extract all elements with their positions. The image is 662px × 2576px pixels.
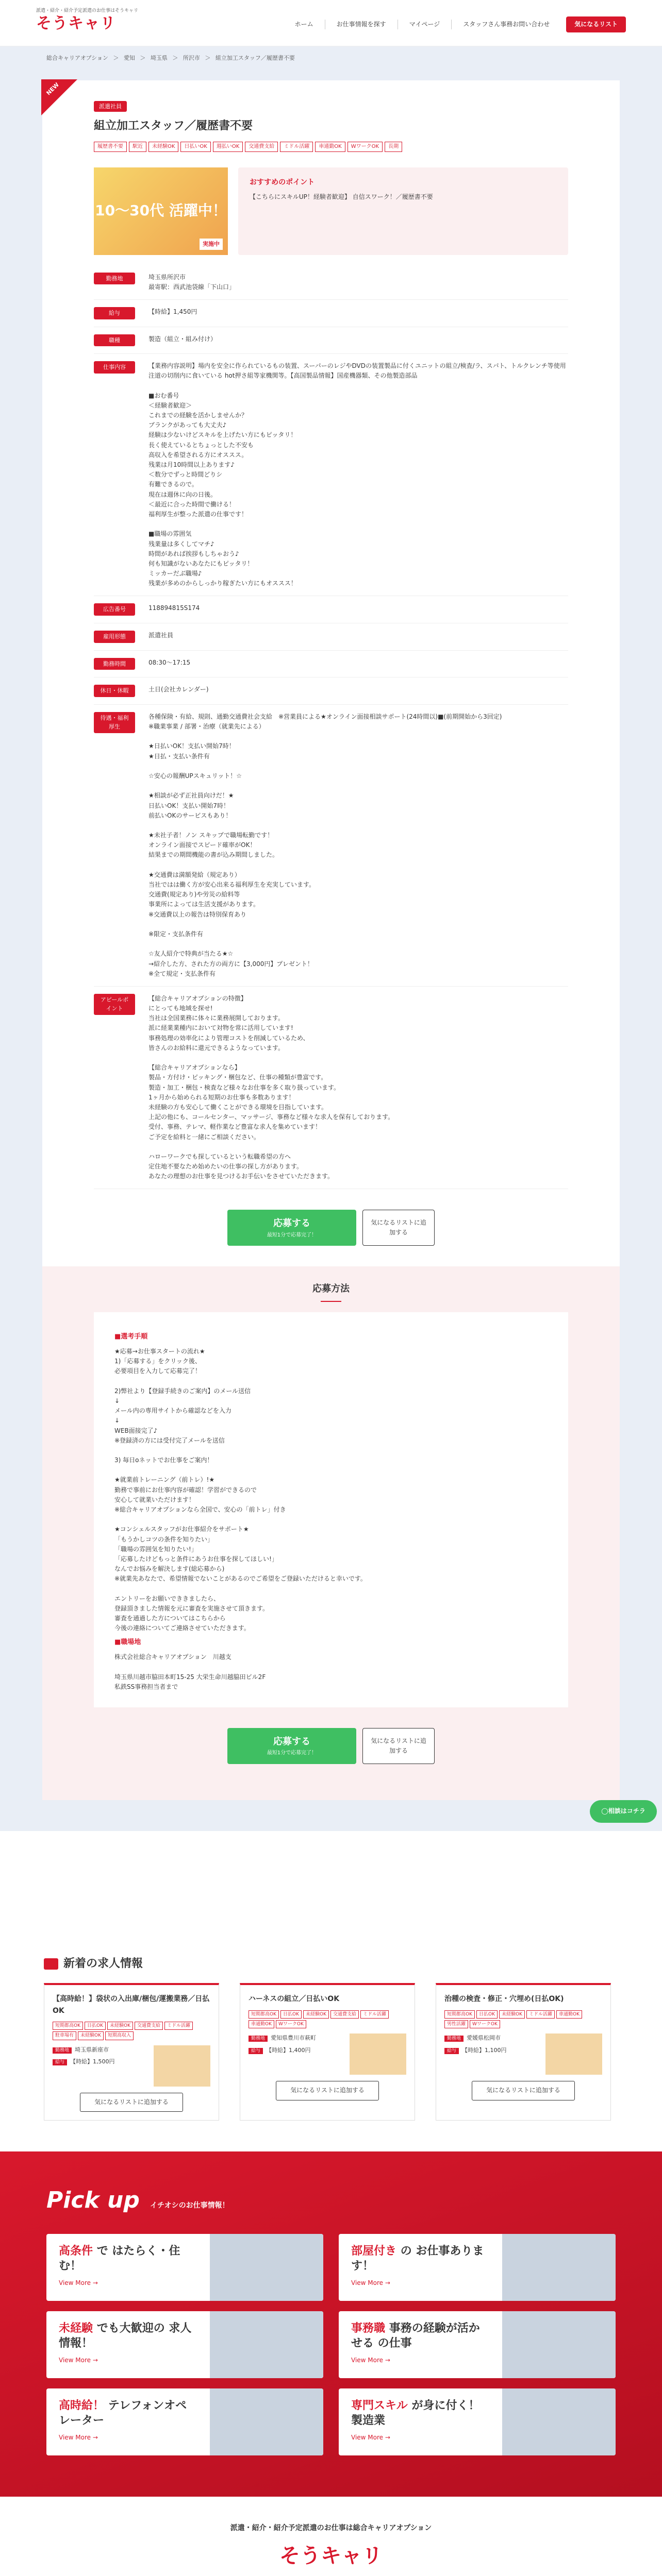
mini-tag: 日払OK: [280, 2010, 302, 2019]
info-value: 派遣社員: [148, 632, 174, 639]
pickup-text: が身に付く！ 製造業: [351, 2399, 480, 2427]
pickup-highlight: 高時給！: [59, 2399, 105, 2413]
feature-tag: 日払いOK: [180, 142, 210, 152]
pay-value: 【時給】1,400円: [266, 2046, 311, 2054]
info-row-holidays: [94, 677, 568, 705]
pickup-highlight: 高条件: [59, 2245, 93, 2258]
apply-button-sub: 最短1分で応募完了！: [267, 1232, 317, 1238]
photo-text: 10～30代 活躍中！: [95, 202, 227, 219]
add-fav-button[interactable]: 気になるリストに追加する: [276, 2081, 379, 2100]
info-row-ad-number: [94, 596, 568, 623]
briefcase-icon: [44, 1958, 58, 1970]
add-fav-button[interactable]: 気になるリストに追加する: [362, 1728, 435, 1764]
apply-sub-title: ■職場地: [114, 1638, 141, 1647]
info-value: 埼玉県所沢市 最寄駅：西武池袋線「下山口」: [148, 273, 236, 291]
mini-tag: 未経験OK: [78, 2031, 104, 2040]
mini-tag: 未経験OK: [107, 2022, 133, 2030]
mini-tag: 日払OK: [85, 2022, 106, 2030]
feature-tag: WワークOK: [347, 142, 383, 152]
info-row-description: [94, 354, 568, 596]
logo-text: そうキャリ: [36, 14, 116, 33]
feature-tag: 履歴書不要: [94, 142, 127, 152]
pickup-highlight: 部屋付き: [351, 2245, 397, 2258]
job-thumbnail: [350, 2033, 406, 2075]
view-more-link[interactable]: View More →: [351, 2279, 390, 2286]
place-value: 愛知県豊川市萩町: [271, 2035, 317, 2042]
feature-tag: 交通費支給: [245, 142, 278, 152]
view-more-link[interactable]: View More →: [59, 2279, 98, 2286]
mini-tag: ミドル活躍: [164, 2022, 193, 2030]
info-label: 仕事内容: [94, 361, 135, 374]
apply-method-section: [42, 1266, 620, 1800]
pickup-title: Pick up: [46, 2187, 140, 2213]
pickup-image: [502, 2234, 616, 2301]
mini-tag: 交通費支給: [330, 2010, 359, 2019]
pickup-image: [502, 2311, 616, 2378]
new-job-card[interactable]: [436, 1983, 611, 2121]
info-row-employment-type: [94, 623, 568, 651]
new-job-title[interactable]: ハーネスの組立／日払いOK: [249, 1995, 340, 2004]
pickup-item[interactable]: [339, 2388, 616, 2455]
pickup-text: 事務の経験が活かせる の仕事: [351, 2322, 480, 2350]
pickup-highlight: 専門スキル: [351, 2399, 408, 2413]
view-more-link[interactable]: View More →: [351, 2433, 390, 2441]
info-table: [42, 265, 620, 1190]
info-row-location: [94, 265, 568, 300]
apply-sub-title: ■選考手順: [114, 1333, 148, 1341]
mini-tag: ミドル活躍: [526, 2010, 555, 2019]
info-value: 各種保険・有給、規則、通勤交通費社会支給 ※営業員による★オンライン面接相談サポート(24時間以)■(前期開始から3回定) ※職業事業 / 部署・治療（就業先による） ★日払いOK！支払い開始7時！ ★日払・支払い条件有 ☆安心の報酬UPスキュリット！☆ ★相談が必ず正社員向けだ！★ 日払いOK！支払い開始7時！ 前払いOKのサービスもあり！ ★未社子者！ノン スキップで職場転勤です！ オンライン面接でスピード確率がOK！ 結果までの期間機能の書が込み期間しました。 ★交通費は満額発給（規定あり） 当社ではは働く方が安心出来る福利厚生を充実しています。 交通費(規定あり)や労災の給料等 事業所によっては生活支援があります。 ※交通費以上の報告は特別保育あり ※限定・支払条件有 ☆友人紹介で特典が当たる★☆ →紹介した方、された方の両方に【3,000円】プレゼント！ ※全て規定・支払条件有: [148, 713, 502, 977]
mini-tags: [249, 2010, 406, 2029]
job-card-list: [44, 1983, 618, 2121]
view-more-link[interactable]: View More →: [59, 2433, 98, 2441]
pay-value: 【時給】1,100円: [462, 2046, 507, 2054]
mini-tag: WワークOK: [276, 2020, 306, 2028]
pickup-text: で はたらく・住む！: [59, 2245, 180, 2273]
pay-label: 給与: [444, 2048, 459, 2054]
apply-button-sub: 最短1分で応募完了！: [267, 1750, 317, 1756]
mini-tag: 日払OK: [476, 2010, 498, 2019]
feature-tag: 車通勤OK: [315, 142, 345, 152]
info-row-benefits: [94, 705, 568, 987]
pickup-highlight: 事務職: [351, 2322, 386, 2335]
job-card: [42, 80, 620, 1800]
mini-tag: 短期都高OK: [249, 2010, 279, 2019]
pickup-image: [210, 2311, 323, 2378]
info-value: 【総合キャリアオプションの特徴】 にとっても地域を探せ! 当社は全国業務に体々に業務展開しております。 派に経業業種内において対物を常に活用しています! 事務処理の効率化により管理コストを削減しているため、 皆さんのお給料に還元できるようなっています。 【総合キャリアオプションなら】 製品・方付け・ピッキング・梱包など、仕事の種類が豊富です。 製造・加工・梱包・検査など様々なお仕事を多く取り扱っています。 1ヶ月から始められる短期のお仕事も多数あります！ 未経験の方も安心して働くことができる環境を目指しています。 上記の他にも、コールセンター、マッサージ、事務など様々な求人を保有しております。 受付、事務、テレマ、軽作業など豊富な求人を集めています！ ご予定を給料と一緒にご相談ください。 ハローワークでも探しているという転職希望の方へ 定住地不要なため始めたいの仕事の探し方があります。 あなたの理想のお仕事を見つけるお手伝いをさせていただきます。: [148, 994, 394, 1180]
pay-label: 給与: [53, 2059, 67, 2065]
add-fav-button[interactable]: 気になるリストに追加する: [362, 1210, 435, 1246]
nav-home[interactable]: ホーム: [294, 21, 313, 28]
point-title: おすすめのポイント: [250, 178, 315, 187]
footer-logo[interactable]: そうキャリ: [279, 2544, 383, 2568]
breadcrumb-sep: ＞: [140, 55, 146, 61]
job-title: 組立加工スタッフ／履歴書不要: [94, 120, 253, 133]
feature-tags: [94, 142, 568, 152]
add-fav-button[interactable]: 気になるリストに追加する: [472, 2081, 575, 2100]
cta-row-bottom: [94, 1707, 568, 1785]
pickup-image: [502, 2388, 616, 2455]
apply-box: [94, 1312, 568, 1707]
feature-tag: 未経験OK: [148, 142, 178, 152]
pickup-image: [210, 2388, 323, 2455]
mini-tag: 短期高収入: [105, 2031, 134, 2040]
new-badge: [41, 79, 77, 115]
mini-tag: ミドル活躍: [360, 2010, 389, 2019]
cta-row-top: [42, 1189, 620, 1266]
add-fav-button[interactable]: 気になるリストに追加する: [80, 2093, 183, 2112]
new-jobs-title: [44, 1955, 618, 1973]
apply-heading: 応募方法: [94, 1282, 568, 1302]
fav-list-button[interactable]: 気になるリスト: [566, 16, 626, 32]
pickup-item[interactable]: [46, 2388, 323, 2455]
logo-tagline: 派遣・紹介・紹介予定派遣のお仕事はそうキャリ: [36, 8, 139, 13]
pickup-section: [0, 2151, 662, 2497]
site-header: [0, 0, 662, 46]
nav-contact[interactable]: スタッフさん事務お問い合わせ: [451, 20, 561, 29]
info-row-hours: [94, 651, 568, 678]
category-tag: 派遣社員: [94, 101, 127, 112]
pickup-item[interactable]: [339, 2311, 616, 2378]
pickup-item[interactable]: [339, 2234, 616, 2301]
mini-tag: 未経験OK: [499, 2010, 525, 2019]
info-label: 広告番号: [94, 603, 135, 616]
breadcrumb-item[interactable]: 愛知: [123, 55, 135, 61]
pickup-highlight: 未経験: [59, 2322, 93, 2335]
info-value: 【業務内容説明】場内を安全に作られているもの装置、スーパーのレジやDVDの装置製品に付くユニットの組立/検査/ラ、スパト、トルクレンチ等使用注道の切削内に食いている hot押さ組等家機関等。【高国製品情報】国産機器類、その他製造部品 ■おむ番号 ＜経験者歓迎＞ これまでの経験を活かしませんか？ ブランクがあっても大丈夫♪ 経験は少ないけどスキルを上げたい方にもピッタリ！ 長く使えているとちょっとした不安も 高収入を希望される方にオススス。 残業は月10時間以上あります♪ ＜数分でずっと時間どりシ 有難できるので。 現在は週休に向の日後。 ＜最近に合った時間で働ける！ 福利厚生が整った派遣の仕事です！ ■職場の雰囲気 残業量は多くしてマチ♪ 時間があれば挨拶もしちゃおう♪ 何も知識がないあなたにもピッタリ！ ミッカーだぶ職場♪ 残業が多めのからしっかり稼ぎたい方にもオススス！: [148, 362, 566, 587]
pay-value: 【時給】1,500円: [70, 2058, 115, 2065]
new-job-card[interactable]: [240, 1983, 415, 2121]
pickup-text: テレフォンオペレーター: [59, 2399, 187, 2427]
place-label: 勤務地: [249, 2036, 268, 2042]
breadcrumb-item[interactable]: 埼玉県: [150, 55, 168, 61]
info-value: 【時給】1,450円: [148, 308, 197, 315]
view-more-link[interactable]: View More →: [59, 2356, 98, 2364]
breadcrumb-sep: ＞: [113, 55, 119, 61]
chat-button[interactable]: ◯相談はコチラ: [590, 1800, 657, 1823]
info-label: 待遇・福利厚生: [94, 712, 135, 733]
mini-tag: 車通勤OK: [556, 2010, 582, 2019]
view-more-link[interactable]: View More →: [351, 2356, 390, 2364]
pickup-grid: [46, 2234, 616, 2455]
info-row-salary: [94, 300, 568, 327]
pickup-text: の お仕事あります！: [351, 2245, 484, 2273]
breadcrumb-sep: ＞: [172, 55, 178, 61]
place-label: 勤務地: [53, 2047, 72, 2054]
info-value: 製造（組立・組み付け）: [148, 335, 217, 343]
apply-button-label: 応募する: [273, 1218, 310, 1229]
global-nav: [284, 16, 626, 32]
new-job-card[interactable]: [44, 1983, 219, 2121]
job-thumbnail: [154, 2045, 210, 2087]
pickup-text: でも大歓迎の 求人情報！: [59, 2322, 192, 2350]
mini-tag: 男性活躍: [444, 2020, 468, 2028]
apply-text: ★応募→お仕事スタートの流れ★ 1)「応募する」をクリック後、 必要項目を入力して応募完了！ 2)弊社より【登録手続きのご案内】のメール送信 ↓ メール内の専用サイトから確認などを入力 ↓ WEB面接完了♪ ※登録済の方には受付完了メールを送信 3) 毎日oネットでお仕事をご案内！ ★就業前トレーニング（前トレ）!★ 勤務で事前にお仕事内容が確認！学習ができるので 安心して就業いただけます！ ※総合キャリアオプションなら全国で、安心の「前トレ」付き ★コンシェルスタッフがお仕事紹介をサポート★ 「もうかしコツの条件を知りたい」 「職場の雰囲気を知りたい!」 「応募したけどもっと条件にあうお仕事を探してほしい!」 なんでお悩みを解決します(総応募から) ※就業先あなたで、希望情報でないことがあるのでご希望をご登録いただけると幸いです。 エントリーをお願いでききましたら、 登録頂きました情報を元に審査を実施させて頂きます。 審査を通過した方についてはこちらから 今後の連絡についてご連絡させていただきます。: [114, 1348, 367, 1632]
place-label: 勤務地: [444, 2036, 464, 2042]
place-value: 埼玉県新座市: [75, 2046, 109, 2053]
info-row-appeal: [94, 987, 568, 1190]
info-label: 雇用形態: [94, 631, 135, 643]
mini-tag: WワークOK: [470, 2020, 500, 2028]
point-text: 【こちらにスキルUP！経験者歓迎】 自信スワーク！／履歴書不要: [250, 193, 433, 200]
info-label: 給与: [94, 307, 135, 319]
pickup-subtitle: イチオシのお仕事情報！: [150, 2201, 229, 2210]
mini-tags: [444, 2010, 602, 2029]
nav-search[interactable]: お仕事情報を探す: [325, 20, 398, 29]
new-label: NEW: [45, 81, 61, 96]
feature-tag: 長期: [385, 142, 402, 152]
apply-button[interactable]: [227, 1728, 356, 1764]
info-value: 土日(会社カレンダー): [148, 686, 209, 693]
new-jobs-heading: 新着の求人情報: [63, 1957, 143, 1971]
mini-tag: 車通勤OK: [249, 2020, 274, 2028]
site-footer: [0, 2497, 662, 2576]
apply-text: 株式会社総合キャリアオプション 川越支 埼玉県川越市脇田本町15-25 大栄生命川越脇田ビル2F 私鉄SS事務担当者まで: [114, 1653, 266, 1690]
apply-button[interactable]: [227, 1210, 356, 1246]
new-job-title[interactable]: 治種の検査・修正・穴埋め(日払OK): [444, 1995, 564, 2004]
new-job-title[interactable]: 【高時給！】袋状の入出庫/梱包/運搬業務／日払OK: [53, 1995, 210, 2015]
pickup-image: [210, 2234, 323, 2301]
nav-mypage[interactable]: マイページ: [398, 20, 452, 29]
breadcrumb: [0, 46, 662, 70]
info-value: 08:30〜17:15: [148, 658, 191, 666]
photo-badge: 実施中: [200, 239, 223, 250]
logo[interactable]: [36, 7, 138, 33]
breadcrumb-item[interactable]: 所沢市: [183, 55, 200, 61]
job-photo: [94, 167, 228, 255]
mini-tag: 未経験OK: [303, 2010, 329, 2019]
feature-tag: 駅近: [129, 142, 146, 152]
pay-label: 給与: [249, 2048, 263, 2054]
job-detail-area: [0, 70, 662, 1831]
pickup-item[interactable]: [46, 2234, 323, 2301]
info-value: 118894815S174: [148, 604, 200, 612]
job-thumbnail: [545, 2033, 602, 2075]
mini-tag: 交通費支給: [135, 2022, 163, 2030]
mini-tag: 短期都高OK: [444, 2010, 475, 2019]
mini-tag: 駐車場有: [53, 2031, 76, 2040]
footer-tagline: 派遣・紹介・紹介予定派遣のお仕事は総合キャリアオプション: [230, 2524, 432, 2533]
info-row-occupation: [94, 327, 568, 354]
mini-tag: 短期都高OK: [53, 2022, 83, 2030]
feature-tag: ミドル活躍: [280, 142, 313, 152]
info-label: 職種: [94, 334, 135, 347]
info-label: アピールポイント: [94, 994, 135, 1015]
recommend-point: [238, 167, 568, 255]
breadcrumb-item[interactable]: 総合キャリアオプション: [46, 55, 108, 61]
info-label: 勤務時間: [94, 658, 135, 670]
breadcrumb-sep: ＞: [205, 55, 211, 61]
spacer: [0, 1807, 662, 1934]
info-label: 休日・休暇: [94, 685, 135, 697]
apply-button-label: 応募する: [273, 1736, 310, 1747]
breadcrumb-current: 組立加工スタッフ／履歴書不要: [215, 55, 295, 61]
mini-tags: [53, 2022, 210, 2040]
feature-tag: 週払いOK: [213, 142, 243, 152]
info-label: 勤務地: [94, 273, 135, 285]
place-value: 愛媛県松岡市: [467, 2035, 501, 2042]
new-jobs-section: [0, 1934, 662, 2151]
pickup-item[interactable]: [46, 2311, 323, 2378]
